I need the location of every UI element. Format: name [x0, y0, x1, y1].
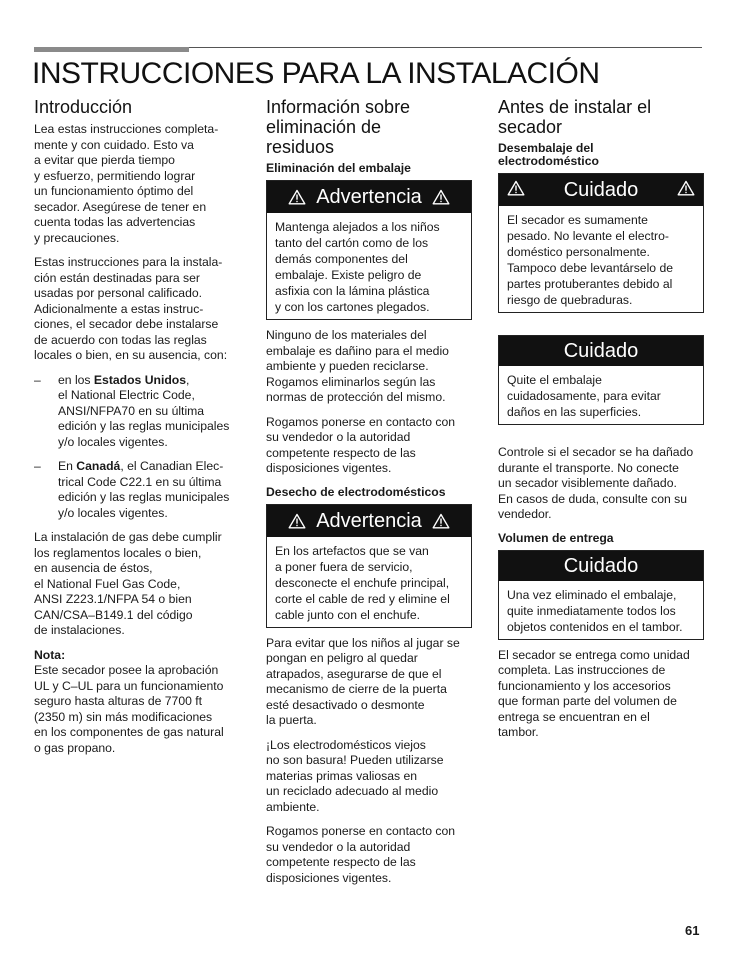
paragraph: Rogamos ponerse en contacto con su vendedor o la autoridad competente respecto de las disposiciones vigentes. [266, 824, 456, 885]
warning-triangle-icon [288, 513, 306, 529]
caution-body: Quite el embalaje cuidadosamente, para evitar daños en las superficies. [507, 373, 661, 419]
warning-triangle-icon [432, 513, 450, 529]
caution-title: Cuidado [563, 340, 639, 362]
intro-paragraph-1: Lea estas instrucciones completa- mente y con cuidado. Esto va a evitar que pierda tiempo y esfuerzo, permitiendo lograr un funcionamiento óptimo del secador. Asegúrese de tener en cuenta todas las advertencias y precauciones. [34, 122, 219, 245]
warning-header [267, 505, 471, 537]
bold-country: Estados Unidos [93, 372, 187, 387]
paragraph: Rogamos ponerse en contacto con su vendedor o la autoridad competente respecto de las disposiciones vigentes. [266, 414, 456, 475]
caution-title: Cuidado [563, 179, 639, 201]
list-item-text: en los Estados Unidos, el National Electric Code, ANSI/NFPA70 en su última edición y las reglas municipales y/o locales vigentes. [58, 372, 230, 449]
section-heading-introduccion: Introducción [34, 97, 133, 117]
caution-header [499, 174, 703, 206]
warning-triangle-icon [677, 180, 695, 196]
warning-title: Advertencia [316, 509, 422, 532]
caution-title: Cuidado [563, 554, 639, 577]
caution-header [499, 551, 703, 581]
page-number: 61 [685, 923, 700, 938]
caution-body: Una vez eliminado el embalaje, quite inmediatamente todos los objetos contenidos en el tambor. [507, 587, 683, 634]
section-heading-eliminacion: Información sobre eliminación de residuos [266, 97, 411, 157]
list-item [34, 459, 239, 521]
caution-box [498, 335, 704, 425]
paragraph: El secador se entrega como unidad completa. Las instrucciones de funcionamiento y los accesorios que forman parte del volumen de entrega se encuentran en el tambor. [498, 647, 690, 739]
subheading-embalaje: Eliminación del embalaje [266, 161, 411, 175]
paragraph: Ninguno de los materiales del embalaje es dañino para el medio ambiente y pueden reciclarse. Rogamos eliminarlos según las normas de protección del mismo. [266, 328, 449, 404]
warning-header [267, 181, 471, 213]
caution-body: El secador es sumamente pesado. No levante el electro- doméstico personalmente. Tampoco debe levantárselo de partes protuberantes debido al riesgo de quebraduras. [507, 213, 673, 307]
subheading-desembalaje: Desembalaje del electrodoméstico [498, 141, 599, 168]
warning-title: Advertencia [316, 186, 422, 208]
note-label: Nota: [34, 647, 66, 662]
note-text: Este secador posee la aprobación UL y C–UL para un funcionamiento seguro hasta alturas de 7700 ft (2350 m) sin más modificaciones en los componentes de gas natural o gas propano. [34, 663, 224, 755]
warning-triangle-icon [507, 180, 525, 196]
subheading-volumen: Volumen de entrega [498, 530, 614, 545]
page-title: INSTRUCCIONES PARA LA INSTALACIÓN [32, 57, 600, 90]
warning-box [266, 504, 472, 628]
list-dash: – [34, 372, 41, 387]
column-antes-de-instalar [498, 97, 704, 750]
section-heading-antes: Antes de instalar el secador [498, 97, 652, 137]
column-introduccion [34, 97, 239, 765]
caution-box [498, 550, 704, 640]
bold-country: Canadá [76, 459, 121, 473]
list-dash: – [34, 459, 41, 473]
paragraph: ¡Los electrodomésticos viejos no son basura! Pueden utilizarse materias primas valiosas en un reciclado adecuado al medio ambiente. [266, 737, 444, 814]
subheading-electrodomesticos: Desecho de electrodomésticos [266, 484, 446, 499]
warning-box [266, 180, 472, 320]
caution-header [499, 336, 703, 366]
intro-paragraph-3: La instalación de gas debe cumplir los reglamentos locales o bien, en ausencia de éstos, el National Fuel Gas Code, ANSI Z223.1/NFPA 54 o bien CAN/CSA–B149.1 del código de instalaciones. [34, 530, 222, 637]
column-eliminacion [266, 97, 472, 895]
warning-body: Mantenga alejados a los niños tanto del cartón como de los demás componentes del embalaje. Existe peligro de asfixia con la lámina plástica y con los cartones plegados. [275, 220, 440, 314]
warning-triangle-icon [288, 189, 306, 205]
paragraph: Para evitar que los niños al jugar se pongan en peligro al quedar atrapados, asegurarse de que el mecanismo de cierre de la puerta esté desactivado o desmonte la puerta. [266, 635, 460, 727]
list-item [34, 373, 239, 451]
paragraph: Controle si el secador se ha dañado durante el transporte. No conecte un secador visiblemente dañado. En casos de duda, consulte con su vendedor. [498, 445, 694, 521]
top-rule-accent [34, 47, 189, 52]
warning-body: En los artefactos que se van a poner fuera de servicio, desconecte el enchufe principal, corte el cable de red y elimine el cable junto con el enchufe. [275, 543, 450, 622]
intro-paragraph-2: Estas instrucciones para la instala- ción están destinadas para ser usadas por personal calificado. Adicionalmente a estas instruc- ciones, el secador debe instalarse de acuerdo con todas las reglas locales o bien, en su ausencia, con: [34, 255, 228, 362]
warning-triangle-icon [432, 189, 450, 205]
caution-box [498, 173, 704, 313]
list-item-text: En Canadá, el Canadian Elec- trical Code C22.1 en su última edición y las reglas municipales y/o locales vigentes. [58, 459, 230, 520]
